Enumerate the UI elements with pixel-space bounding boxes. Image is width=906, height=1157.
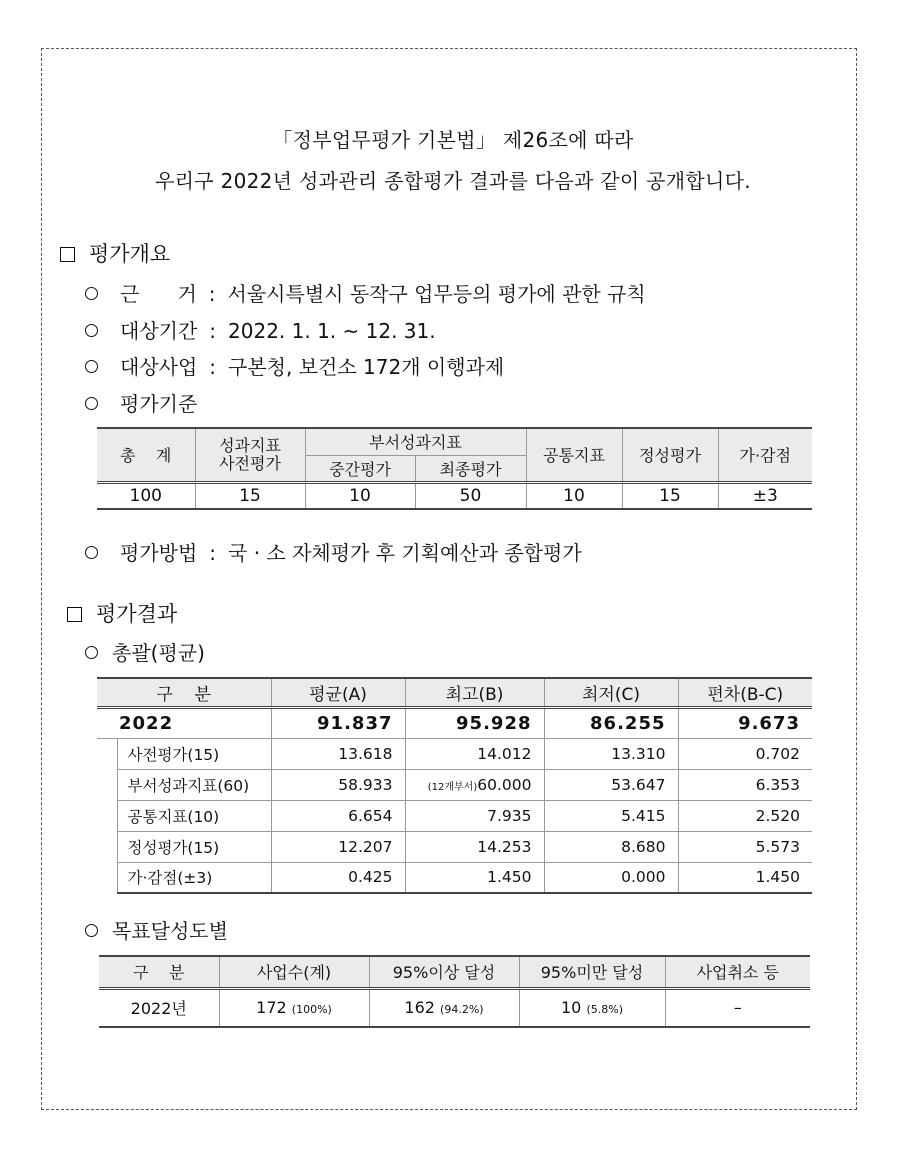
circle-bullet-icon: [85, 924, 98, 937]
summary-title-text: 총괄(평균): [112, 641, 205, 665]
summary-year-min: 86.255: [544, 707, 678, 738]
square-bullet-icon: [67, 607, 82, 622]
circle-bullet-icon: [85, 324, 98, 337]
row-max: [405, 800, 544, 831]
table-row: [97, 862, 812, 893]
row-label: 사전평가(15): [117, 738, 271, 769]
criteria-value-final: 50: [415, 482, 526, 509]
criteria-header-qual: 정성평가: [622, 428, 718, 482]
row-dev: 2.520: [678, 800, 812, 831]
item-label: 평가기준: [120, 392, 198, 416]
row-min: 0.000: [544, 862, 678, 893]
row-avg: 13.618: [271, 738, 405, 769]
row-max: [405, 769, 544, 800]
circle-bullet-icon: [85, 287, 98, 300]
row-max-note: (12개부서): [427, 781, 478, 793]
row-max: [405, 738, 544, 769]
goal-above-pct: (94.2%): [440, 1003, 484, 1017]
item-value: 2022. 1. 1. ~ 12. 31.: [228, 319, 436, 343]
goal-count-pct: (100%): [291, 1003, 332, 1017]
row-max-value: 14.253: [477, 837, 532, 856]
goal-header-category: 구 분: [99, 956, 219, 988]
goal-below-pct: (5.8%): [586, 1003, 623, 1017]
overview-item-period: 대상기간 : 2022. 1. 1. ~ 12. 31.: [85, 315, 436, 344]
overview-item-method: 평가방법 : 국 · 소 자체평가 후 기획예산과 종합평가: [85, 537, 582, 566]
intro-line-1: 「정부업무평가 기본법」 제26조에 따라: [272, 128, 634, 152]
overview-item-target: 대상사업 : 구본청, 보건소 172개 이행과제: [85, 351, 504, 380]
criteria-header-common: 공통지표: [526, 428, 622, 482]
goal-title: [85, 915, 228, 944]
row-avg: 58.933: [271, 769, 405, 800]
row-label: 공통지표(10): [117, 800, 271, 831]
goal-header-above: 95%이상 달성: [369, 956, 519, 988]
item-label: 대상기간: [120, 319, 198, 343]
circle-bullet-icon: [85, 646, 98, 659]
criteria-header-mid: 중간평가: [305, 455, 415, 482]
criteria-value-pre: 15: [195, 482, 305, 509]
criteria-header-dept: 부서성과지표: [305, 428, 526, 455]
goal-row-above: [369, 988, 519, 1027]
overview-item-basis: 근 거 : 서울시특별시 동작구 업무등의 평가에 관한 규칙: [85, 278, 646, 307]
section-overview-heading: [60, 238, 170, 268]
goal-row-cancel: –: [665, 988, 810, 1027]
row-dev: 1.450: [678, 862, 812, 893]
goal-header-count: 사업수(계): [219, 956, 369, 988]
item-label: 근 거: [120, 282, 197, 306]
goal-header-cancel: 사업취소 등: [665, 956, 810, 988]
page-frame: [41, 48, 857, 1110]
goal-above-value: 162: [404, 998, 435, 1018]
item-label: 평가방법: [120, 541, 198, 565]
summary-year-label: 2022: [97, 707, 271, 738]
table-row: [97, 831, 812, 862]
item-value: 서울시특별시 동작구 업무등의 평가에 관한 규칙: [227, 282, 646, 306]
row-label: 가·감점(±3): [117, 862, 271, 893]
row-max-value: 60.000: [477, 775, 532, 794]
goal-row-label: 2022년: [99, 988, 219, 1027]
circle-bullet-icon: [85, 360, 98, 373]
goal-below-value: 10: [561, 998, 582, 1018]
item-value: 구본청, 보건소 172개 이행과제: [228, 355, 505, 379]
summary-header-max: 최고(B): [405, 678, 544, 707]
goal-count-value: 172: [256, 998, 287, 1018]
table-row: [97, 769, 812, 800]
criteria-header-final: 최종평가: [415, 455, 526, 482]
summary-header-avg: 평균(A): [271, 678, 405, 707]
criteria-header-adj: 가·감점: [718, 428, 812, 482]
summary-year-avg: 91.837: [271, 707, 405, 738]
summary-header-category: 구 분: [97, 678, 271, 707]
results-heading-text: 평가결과: [96, 602, 178, 626]
criteria-value-common: 10: [526, 482, 622, 509]
criteria-value-mid: 10: [305, 482, 415, 509]
summary-year-max: 95.928: [405, 707, 544, 738]
row-max-value: 7.935: [487, 806, 532, 825]
goal-row-count: [219, 988, 369, 1027]
row-min: 13.310: [544, 738, 678, 769]
row-min: 8.680: [544, 831, 678, 862]
row-dev: 5.573: [678, 831, 812, 862]
row-avg: 12.207: [271, 831, 405, 862]
row-label: 정성평가(15): [117, 831, 271, 862]
item-value: 국 · 소 자체평가 후 기획예산과 종합평가: [228, 541, 582, 565]
row-min: 53.647: [544, 769, 678, 800]
circle-bullet-icon: [85, 397, 98, 410]
summary-table: [97, 677, 812, 894]
intro-line-2: 우리구 2022년 성과관리 종합평가 결과를 다음과 같이 공개합니다.: [155, 169, 751, 193]
circle-bullet-icon: [85, 546, 98, 559]
goal-row-below: [519, 988, 665, 1027]
criteria-value-total: 100: [97, 482, 195, 509]
criteria-header-total: 총 계: [97, 428, 195, 482]
row-dev: 6.353: [678, 769, 812, 800]
item-label: 대상사업: [120, 355, 198, 379]
row-min: 5.415: [544, 800, 678, 831]
row-avg: 6.654: [271, 800, 405, 831]
summary-header-min: 최저(C): [544, 678, 678, 707]
table-row: [97, 800, 812, 831]
goal-title-text: 목표달성도별: [112, 919, 228, 943]
criteria-value-qual: 15: [622, 482, 718, 509]
summary-year-dev: 9.673: [678, 707, 812, 738]
goal-table: [99, 955, 810, 1028]
summary-title: [85, 637, 205, 666]
overview-item-criteria: [85, 388, 197, 417]
summary-header-dev: 편차(B-C): [678, 678, 812, 707]
row-avg: 0.425: [271, 862, 405, 893]
criteria-header-pre: 성과지표 사전평가: [195, 428, 305, 482]
criteria-value-adj: ±3: [718, 482, 812, 509]
row-max: [405, 831, 544, 862]
goal-header-below: 95%미만 달성: [519, 956, 665, 988]
square-bullet-icon: [60, 247, 75, 262]
row-label: 부서성과지표(60): [117, 769, 271, 800]
row-max: [405, 862, 544, 893]
row-max-value: 1.450: [487, 868, 532, 887]
overview-heading-text: 평가개요: [89, 242, 171, 266]
section-results-heading: [67, 598, 177, 628]
table-row: [97, 738, 812, 769]
row-dev: 0.702: [678, 738, 812, 769]
criteria-table: [97, 427, 812, 510]
row-max-value: 14.012: [477, 744, 532, 763]
